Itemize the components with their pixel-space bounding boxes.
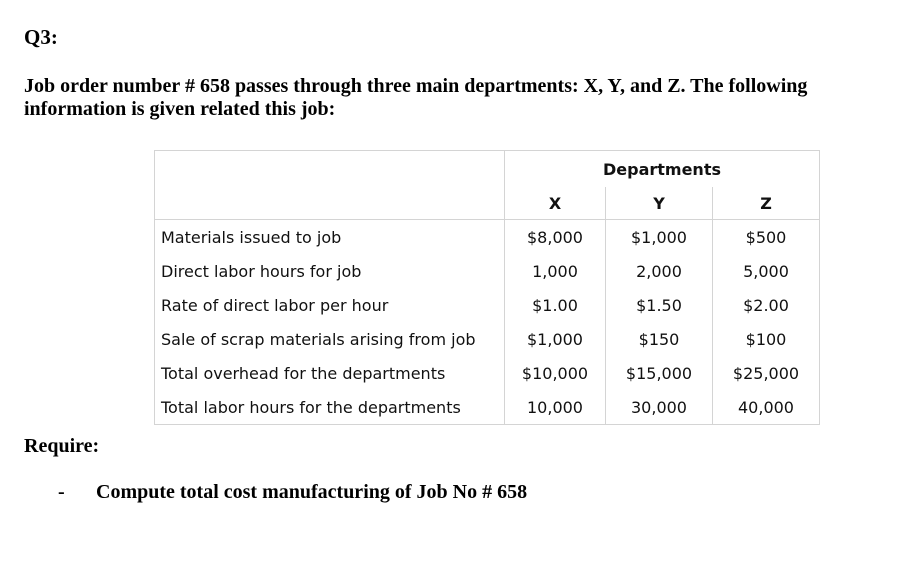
column-header-y: Y xyxy=(606,187,713,220)
cell-x: 1,000 xyxy=(505,254,606,288)
column-header-x: X xyxy=(505,187,606,220)
table-row xyxy=(155,356,820,390)
table-row xyxy=(155,220,820,255)
table-row xyxy=(155,390,820,425)
table-row xyxy=(155,322,820,356)
cell-x: $10,000 xyxy=(505,356,606,390)
task-text: Compute total cost manufacturing of Job No # 658 xyxy=(96,481,528,503)
cell-z: $100 xyxy=(713,322,820,356)
row-label: Total overhead for the departments xyxy=(155,356,505,390)
table-row xyxy=(155,254,820,288)
cell-z: 5,000 xyxy=(713,254,820,288)
cell-y: $1.50 xyxy=(606,288,713,322)
table-row xyxy=(155,288,820,322)
cell-z: 40,000 xyxy=(713,390,820,425)
cell-z: $500 xyxy=(713,220,820,255)
table-group-header-row xyxy=(155,151,820,188)
table-corner-cell xyxy=(155,151,505,188)
column-header-z: Z xyxy=(713,187,820,220)
cell-y: 30,000 xyxy=(606,390,713,425)
cell-x: $1.00 xyxy=(505,288,606,322)
cell-x: 10,000 xyxy=(505,390,606,425)
question-label: Q3: xyxy=(24,25,58,49)
question-intro: Job order number # 658 passes through three main departments: X, Y, and Z. The following information is given related this job: xyxy=(24,75,808,120)
row-label: Direct labor hours for job xyxy=(155,254,505,288)
cell-y: $1,000 xyxy=(606,220,713,255)
cell-x: $1,000 xyxy=(505,322,606,356)
cell-y: $150 xyxy=(606,322,713,356)
row-label: Sale of scrap materials arising from job xyxy=(155,322,505,356)
cell-y: 2,000 xyxy=(606,254,713,288)
bullet-dash: - xyxy=(58,481,65,503)
row-label: Materials issued to job xyxy=(155,220,505,255)
cell-x: $8,000 xyxy=(505,220,606,255)
departments-header: Departments xyxy=(505,151,820,188)
table-column-header-row xyxy=(155,187,820,220)
cost-data-table xyxy=(154,150,820,425)
require-task xyxy=(58,481,527,504)
row-label: Rate of direct labor per hour xyxy=(155,288,505,322)
cell-z: $2.00 xyxy=(713,288,820,322)
cell-y: $15,000 xyxy=(606,356,713,390)
cell-z: $25,000 xyxy=(713,356,820,390)
require-heading: Require: xyxy=(24,435,100,457)
row-label: Total labor hours for the departments xyxy=(155,390,505,425)
